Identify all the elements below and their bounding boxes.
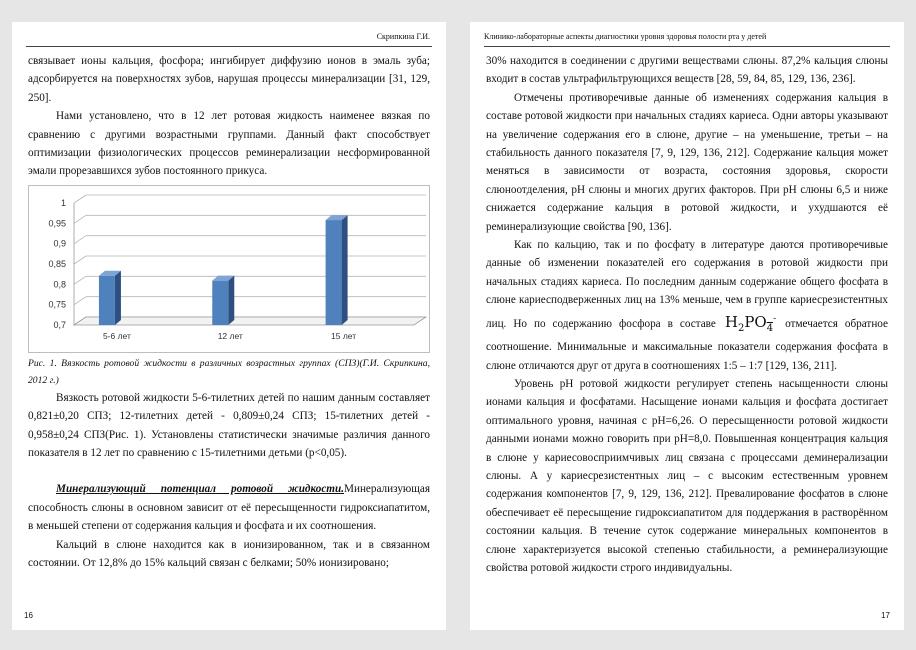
- section-heading: Минерализующий потенциал ротовой жидкости.: [56, 483, 345, 496]
- paragraph: [486, 236, 888, 375]
- bar: [212, 281, 228, 325]
- paragraph: связывает ионы кальция, фосфора; ингибирует диффузию ионов в эмаль зуба; адсорбируется на поверхностях зубов, нарушая процессы минерализации [31, 129, 250].: [28, 55, 430, 104]
- page-number: 16: [24, 611, 33, 620]
- y-tick-label: 1: [60, 197, 66, 208]
- chart-floor: [74, 317, 426, 325]
- paragraph-text: Минерализующая способность слюны в основном зависит от её пересыщенности гидроксиапатитом, в меньшей степени от содержания кальция и фосфата и их соотношения.: [28, 483, 430, 533]
- viscosity-bar-chart: [28, 185, 430, 353]
- page-number: 17: [881, 611, 890, 620]
- paragraph: [28, 480, 430, 535]
- left-page-text: [28, 52, 430, 573]
- chart-frame: [29, 185, 430, 352]
- y-tick-label: 0,85: [48, 258, 66, 269]
- paragraph: Кальций в слюне находится как в ионизированном, так и в связанном состоянии. От 12,8% до 15% кальций связан с белками; 50% ионизировано;: [28, 538, 430, 570]
- header-rule: [484, 46, 890, 47]
- running-head-right: Клинико-лабораторные аспекты диагностики уровня здоровья полости рта у детей: [484, 32, 767, 41]
- bar-side: [342, 215, 348, 325]
- x-tick-label: 12 лет: [217, 330, 243, 341]
- x-tick-label: 15 лет: [331, 330, 357, 341]
- bar: [99, 276, 115, 325]
- y-tick-label: 0,75: [48, 299, 66, 310]
- y-tick-label: 0,7: [53, 319, 66, 330]
- paragraph-text: Как по кальцию, так и по фосфату в литературе даются противоречивые данные об изменении показателей его содержания в ротовой жидкости при начальных стадиях кариеса. По последним данным содержание общего фосфата в слюне кариесподверженных лиц на 13% меньше, чем в группе кариесрезистентных лиц. Но по содержанию фосфора в составе: [486, 239, 888, 330]
- y-tick-label: 0,8: [53, 279, 66, 290]
- left-page: [12, 22, 446, 630]
- header-rule: [26, 46, 432, 47]
- bar: [326, 220, 342, 325]
- x-tick-label: 5-6 лет: [102, 330, 131, 341]
- right-page-text: [486, 52, 888, 577]
- y-tick-label: 0,95: [48, 218, 66, 229]
- running-head-left: Скрипкина Г.И.: [376, 32, 430, 41]
- bar-side: [228, 276, 234, 325]
- paragraph-text: отмечается обратное соотношение. Минимальные и максимальные показатели содержания фосфата в слюне отличаются друг от друга в соотношениях 1:5 – 1:7 [129, 136, 211].: [486, 317, 889, 372]
- y-tick-label: 0,9: [53, 238, 66, 249]
- right-page: [470, 22, 904, 630]
- paragraph: Вязкость ротовой жидкости 5-6-тилетних детей по нашим данным составляет 0,821±0,20 СПЗ; 12-тилетних детей - 0,809±0,24 СПЗ; 15-тилетних детей - 0,958±0,24 СПЗ(Рис. 1). Установлены статистически значимые различия данного показателя в 12 лет по сравнению с 15-тилетними детьми (p<0,05).: [28, 391, 430, 460]
- paragraph: Уровень рН ротовой жидкости регулирует степень насыщенности слюны ионами кальция и фосфатами. Насыщение ионами кальция и фосфата достигает оптимального уровня, начиная с рН=6,26. О пересыщенности ротовой жидкости данными ионами можно говорить при рН=8,0. Повышенная концентрация кальция в слюне у кариесовосприимчивых лиц связана с процессами деминерализации слюны. А у кариесрезистентных лиц – с высоким естественным уровнем содержания компонентов [7, 9, 129, 136, 212]. Превалирование фосфатов в слюне обеспечивает её пересыщение гидроксиапатитом для поддержания в растворённом состоянии кальция. В течение суток содержание минеральных компонентов в слюне характеризуется высокой степенью стабильности, а реминерализующие свойства ротовой жидкости строго индивидуальны.: [486, 377, 888, 574]
- bar-side: [115, 271, 121, 325]
- paragraph: 30% находится в соединении с другими веществами слюны. 87,2% кальция слюны входит в состав ультрафильтрующихся веществ [28, 59, 84, 85, 129, 136, 236].: [486, 55, 888, 86]
- phosphate-formula: $H_2PO_4^-$: [724, 312, 777, 334]
- paragraph: Нами установлено, что в 12 лет ротовая жидкость наименее вязкая по сравнению с другими возрастными группами. Данный факт способствует оптимизации физиологических процессов реминерализации несформированной эмали прорезавшихся зубов постоянного прикуса.: [28, 110, 430, 178]
- paragraph: Отмечены противоречивые данные об изменениях содержания кальция в составе ротовой жидкости при начальных стадиях кариеса. Одни авторы указывают на увеличение содержания его в слюне, другие – на уменьшение, третьи – на стабильность данного показателя [7, 9, 129, 136, 212]. Содержание кальция может меняться в зависимости от возраста, состояния здоровья, скорости слюноотделения, рН слюны и многих других факторов. При рН слюны 6,5 и ниже снижается содержание кальция в ротовой жидкости, и ухудшаются её реминерализующие свойства [90, 136].: [486, 91, 888, 233]
- figure-caption: Рис. 1. Вязкость ротовой жидкости в различных возрастных группах (СПЗ)(Г.И. Скрипкина, 2012 г.): [28, 357, 430, 386]
